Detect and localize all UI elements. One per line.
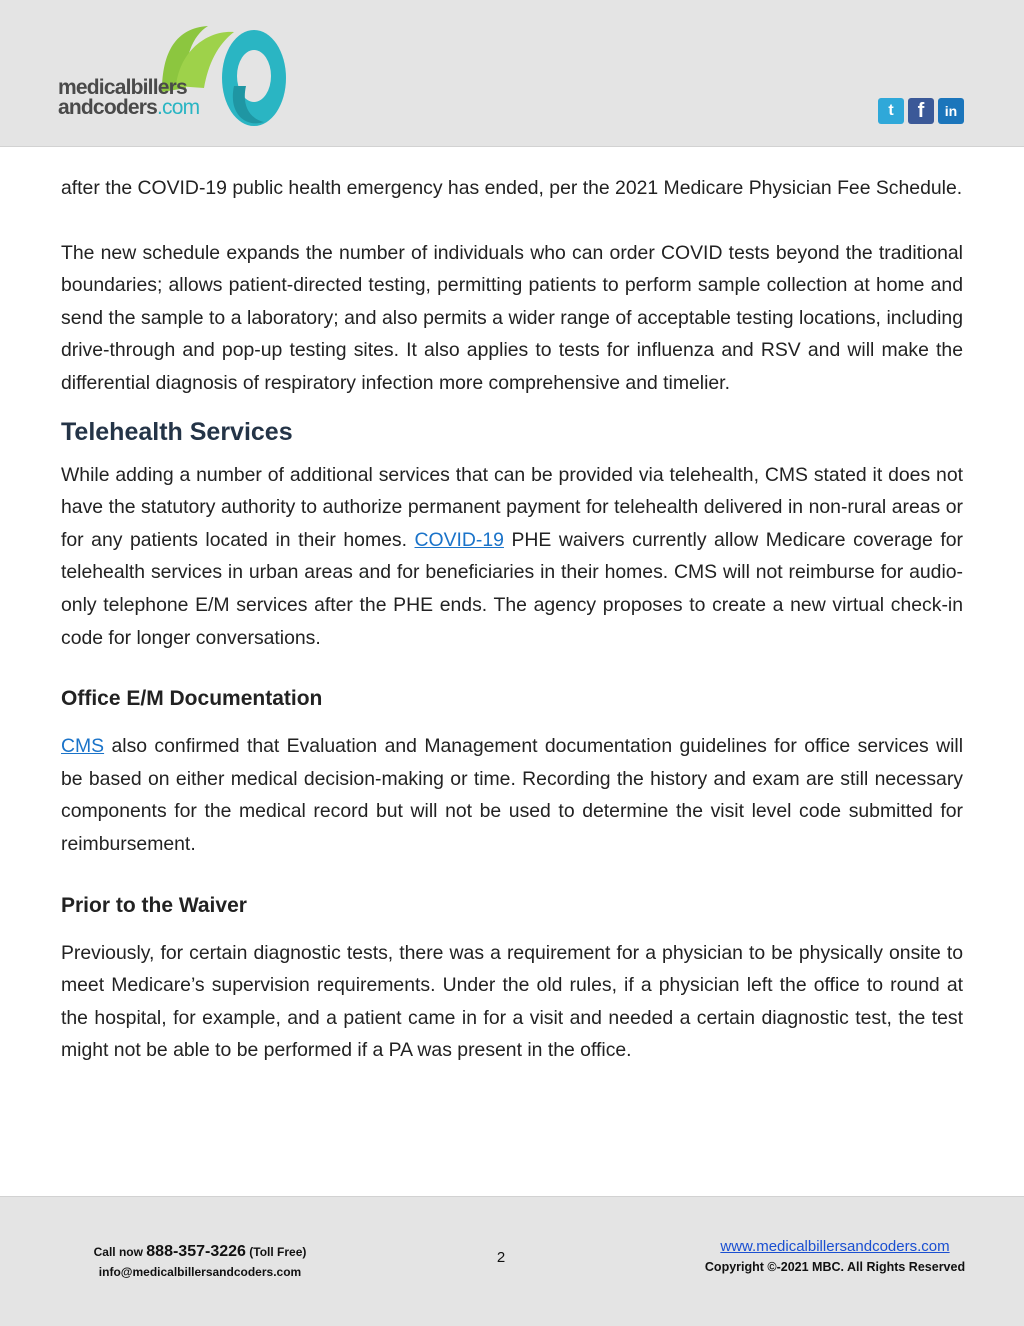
phone-number[interactable]: 888-357-3226 — [146, 1243, 246, 1260]
footer-site — [690, 1237, 980, 1277]
cms-link[interactable]: CMS — [61, 735, 105, 758]
page-number: 2 — [496, 1249, 506, 1266]
twitter-icon[interactable]: t — [878, 98, 904, 124]
logo-wordmark[interactable] — [58, 78, 199, 118]
logo-line-1: medicalbillers — [58, 76, 187, 99]
social-links — [878, 98, 964, 124]
linkedin-icon[interactable]: in — [938, 98, 964, 124]
logo-line-2: andcoders.com — [58, 96, 200, 119]
heading-telehealth: Telehealth Services — [61, 417, 293, 446]
heading-prior-waiver: Prior to the Waiver — [61, 893, 247, 917]
heading-office-em: Office E/M Documentation — [61, 687, 323, 711]
paragraph-1: after the COVID-19 public health emergency has ended, per the 2021 Medicare Physician Fee Schedule. — [61, 177, 963, 199]
paragraph-5: Previously, for certain diagnostic tests, there was a requirement for a physician to be physically onsite to meet Medicare’s supervision requirements. Under the old rules, if a physician left the office to round at the hospital, for example, and a patient came in for a visit and needed a certain diagnostic test, the test might not be able to be performed if a PA was present in the office. — [61, 941, 963, 1062]
paragraph-3: While adding a number of additional services that can be provided via telehealth, CMS stated it does not have the statutory authority to authorize permanent payment for telehealth delivered in non-rural areas or for any patients located in their homes. COVID-19 PHE waivers currently allow Medicare coverage for telehealth services in urban areas and for beneficiaries in their homes. CMS will not reimburse for audio-only telephone E/M services after the PHE ends. The agency proposes to create a new virtual check-in code for longer conversations. — [61, 463, 964, 649]
copyright-text: Copyright ©-2021 MBC. All Rights Reserved — [704, 1260, 966, 1274]
paragraph-2: The new schedule expands the number of individuals who can order COVID tests beyond the traditional boundaries; allows patient-directed testing, permitting patients to perform sample collection at home and send the sample to a laboratory; and also permits a wider range of acceptable testing locations, including drive-through and pop-up testing sites. It also applies to tests for influenza and RSV and will make the differential diagnosis of respiratory infection more comprehensive and timelier. — [61, 241, 963, 394]
page-header — [0, 0, 1024, 147]
email-address[interactable]: info@medicalbillersandcoders.com — [98, 1265, 302, 1279]
website-link[interactable]: www.medicalbillersandcoders.com — [720, 1238, 950, 1255]
footer-contact: Call now 888-357-3226 (Toll Free) info@medicalbillersandcoders.com — [80, 1242, 320, 1282]
covid-19-link[interactable]: COVID-19 — [414, 528, 504, 551]
paragraph-4: CMS also confirmed that Evaluation and Management documentation guidelines for office services will be based on either medical decision-making or time. Recording the history and exam are still necessary components for the medical record but will not be used to determine the visit level code submitted for reimbursement. — [61, 735, 963, 855]
page-content — [61, 172, 963, 1067]
page-footer — [0, 1196, 1024, 1326]
facebook-icon[interactable]: f — [908, 98, 934, 124]
